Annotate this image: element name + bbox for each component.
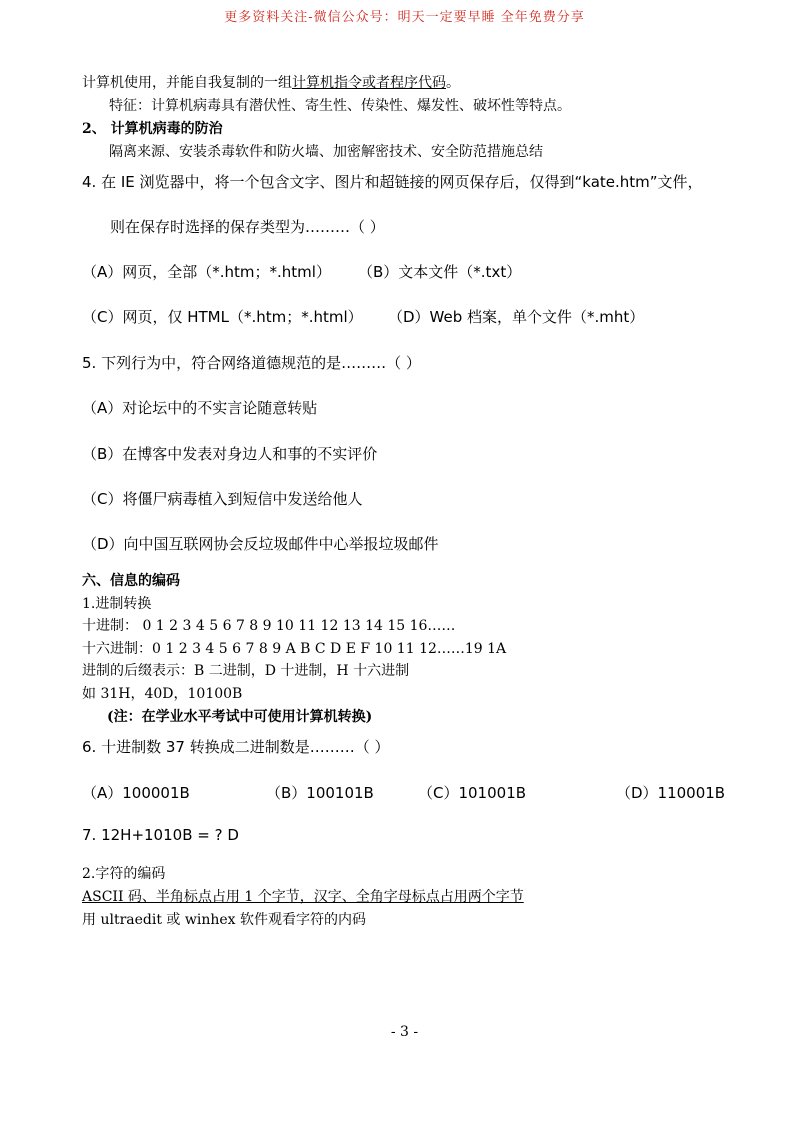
subsection-char-encoding: 2.字符的编码 — [82, 866, 166, 882]
q7-question: 7. 12H+1010B = ? D — [82, 826, 239, 844]
q5-option-b: （B）在博客中发表对身边人和事的不实评价 — [82, 445, 378, 463]
q5-stem: 5. 下列行为中，符合网络道德规范的是………（ ） — [82, 354, 421, 372]
hex-sequence: 十六进制：0 1 2 3 4 5 6 7 8 9 A B C D E F 10 11 12……19 1A — [82, 641, 507, 657]
inner-code-tool-line: 用 ultraedit 或 winhex 软件观看字符的内码 — [82, 912, 366, 928]
section-encoding-heading: 六、信息的编码 — [82, 573, 180, 589]
q4-stem-line1: 4. 在 IE 浏览器中，将一个包含文字、图片和超链接的网页保存后，仅得到“kate.htm”文件， — [82, 173, 703, 191]
virus-features: 特征：计算机病毒具有潜伏性、寄生性、传染性、爆发性、破坏性等特点。 — [109, 98, 571, 114]
page-number: - 3 - — [390, 1024, 419, 1040]
q6-option-c: （C）101001B — [418, 784, 527, 802]
base-suffix-example: 如 31H，40D，10100B — [82, 686, 243, 702]
base-suffix-explanation: 进制的后缀表示：B 二进制，D 十进制，H 十六进制 — [82, 663, 410, 679]
virus-definition-suffix: 。 — [446, 75, 460, 91]
q5-option-a: （A）对论坛中的不实言论随意转贴 — [82, 399, 318, 417]
q4-option-d: （D）Web 档案，单个文件（*.mht） — [388, 308, 645, 326]
ascii-bytes-line: ASCII 码、半角标点占用 1 个字节，汉字、全角字母标点占用两个字节 — [82, 889, 524, 905]
q6-option-d: （D）110001B — [616, 784, 726, 802]
q4-stem-line2: 则在保存时选择的保存类型为………（ ） — [110, 218, 385, 236]
subsection-base-conversion: 1.进制转换 — [82, 596, 152, 612]
q4-option-a: （A）网页，全部（*.htm；*.html） — [82, 263, 331, 281]
q6-stem: 6. 十进制数 37 转换成二进制数是………（ ） — [82, 738, 390, 756]
section-virus-prevention-heading — [82, 118, 223, 138]
q4-option-c: （C）网页，仅 HTML（*.htm；*.html） — [82, 308, 363, 326]
virus-definition-line — [82, 72, 460, 92]
section-title: 计算机病毒的防治 — [110, 121, 223, 137]
q5-option-c: （C）将僵尸病毒植入到短信中发送给他人 — [82, 490, 363, 508]
decimal-sequence: 十进制： 0 1 2 3 4 5 6 7 8 9 10 11 12 13 14 15 16…… — [82, 618, 456, 634]
virus-definition-underlined: 计算机指令或者程序代码 — [292, 75, 446, 91]
page-header-banner: 更多资料关注-微信公众号：明天一定要早睡 全年免费分享 — [224, 10, 585, 25]
virus-definition-prefix: 计算机使用，并能自我复制的一组 — [82, 75, 292, 91]
q5-option-d: （D）向中国互联网协会反垃圾邮件中心举报垃圾邮件 — [82, 535, 439, 553]
virus-prevention-text: 隔离来源、安装杀毒软件和防火墙、加密解密技术、安全防范措施总结 — [109, 144, 543, 160]
q6-option-b: （B）100101B — [266, 784, 374, 802]
exam-note: (注：在学业水平考试中可使用计算机转换) — [107, 709, 373, 725]
q4-option-b: （B）文本文件（*.txt） — [358, 263, 522, 281]
section-number: 2、 — [82, 121, 106, 137]
q6-option-a: （A）100001B — [82, 784, 190, 802]
